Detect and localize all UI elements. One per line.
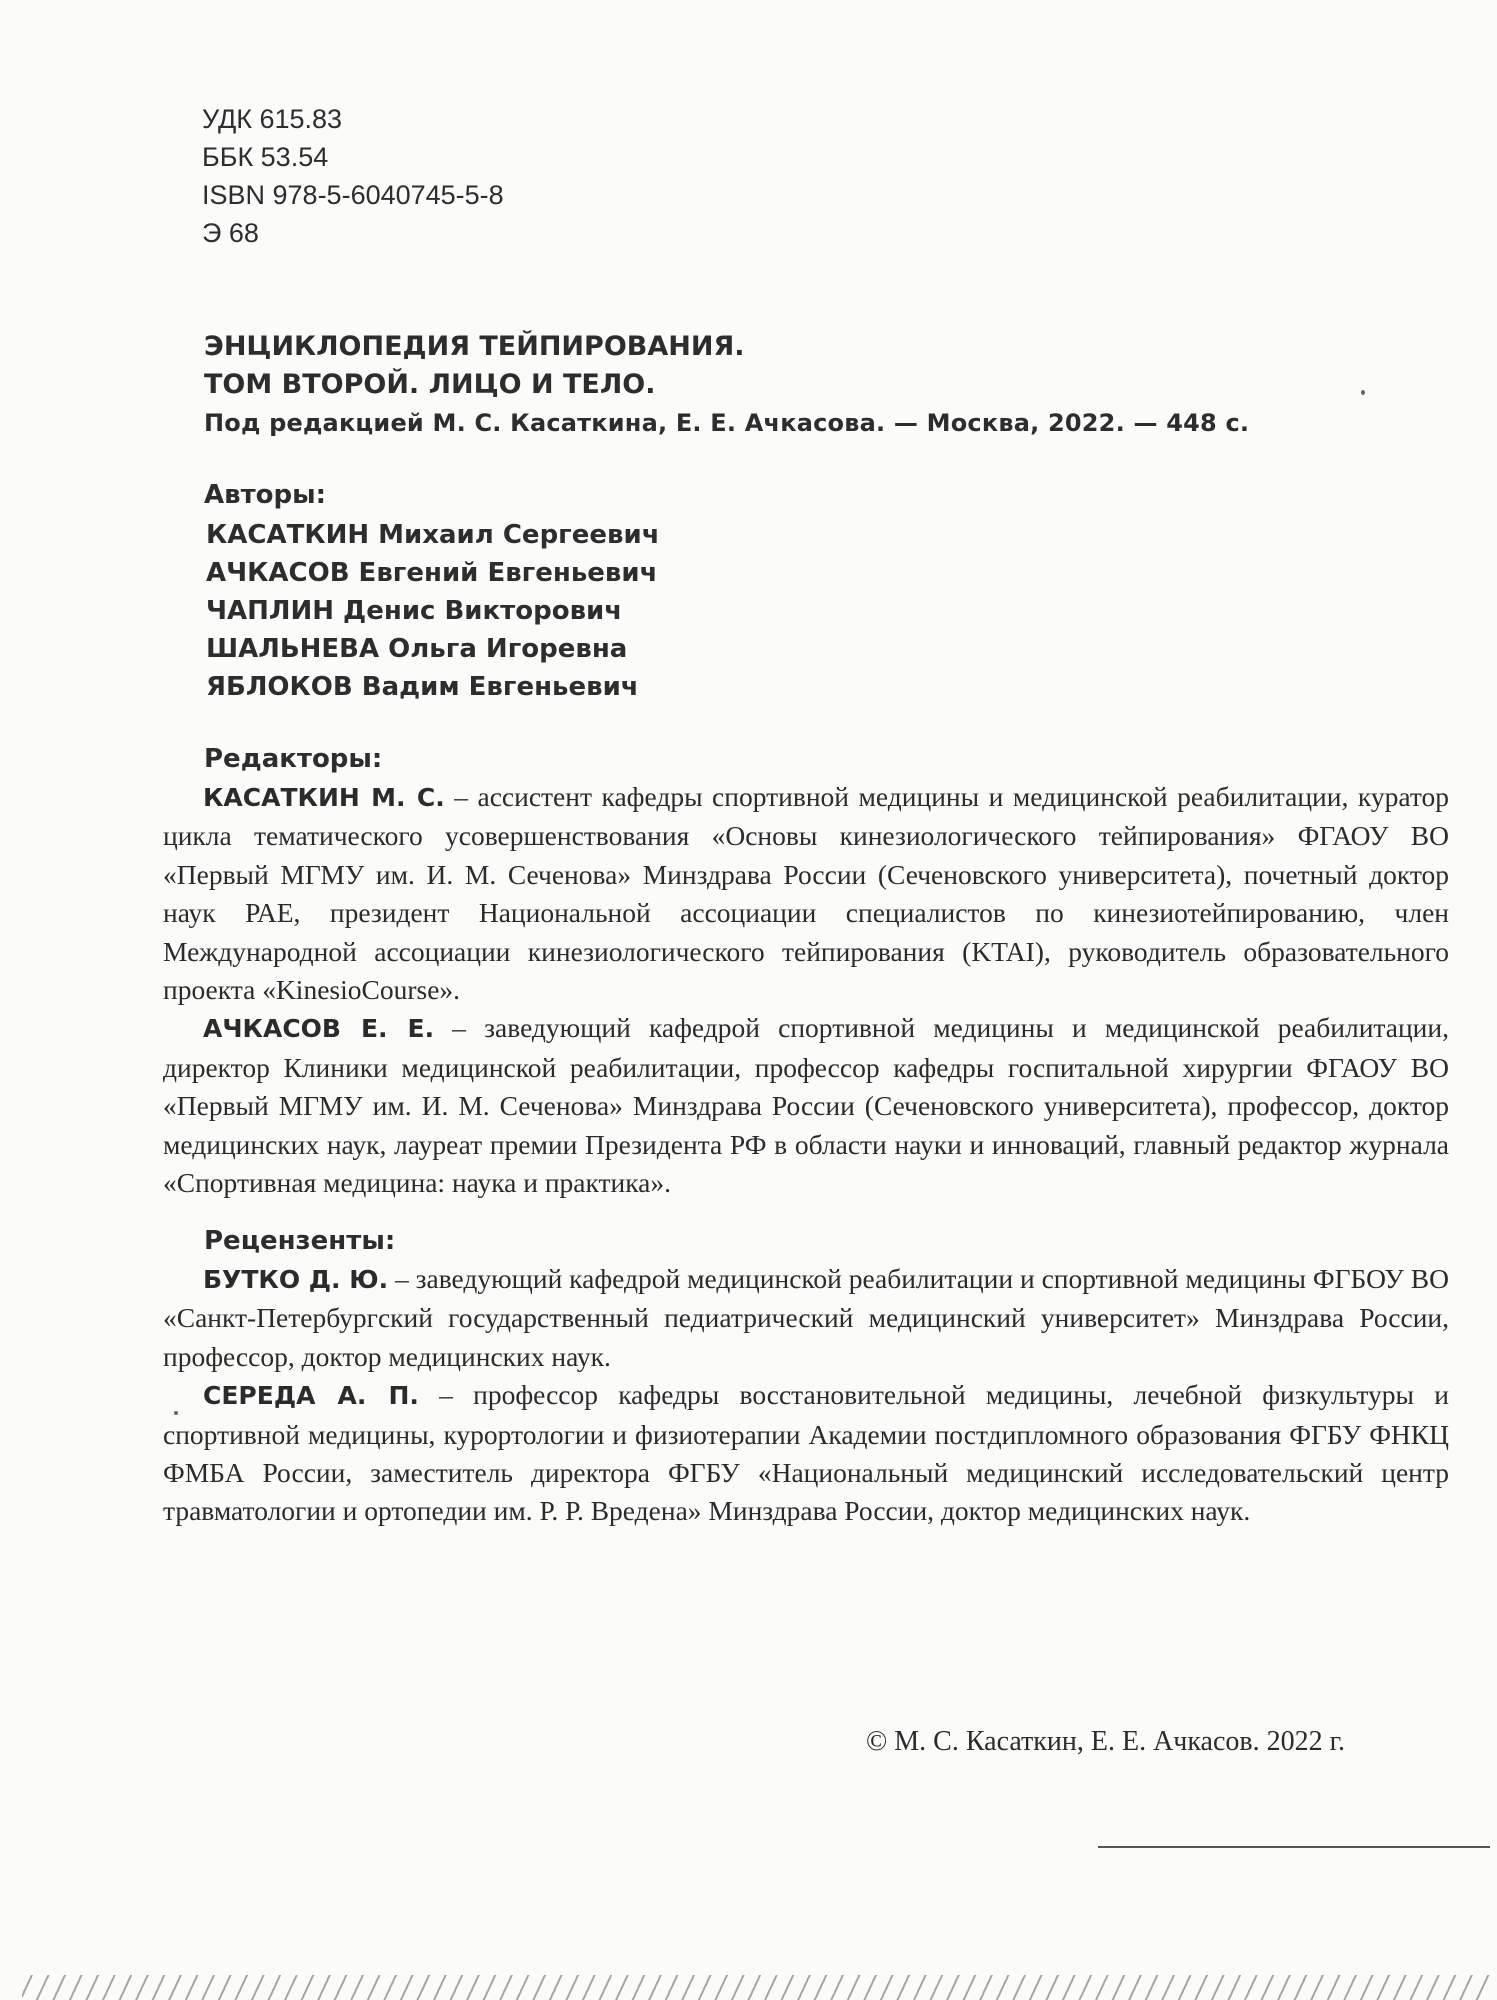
reviewer-description: – профессор кафедры восстановительной медицины, лечебной физкультуры и спортивной медицины, курортологии и физиотерапии Академии постдипломного образования ФГБУ ФНКЦ ФМБА России, заместитель директора ФГБУ «Национальный медицинский исследовательский центр травматологии и ортопедии им. Р. Р. Вредена» Минздрава России, доктор медицинских наук. <box>163 1379 1449 1527</box>
editor-description: – заведующий кафедрой спортивной медицины и медицинской реабилитации, директор Клиники медицинской реабилитации, профессор кафедры госпитальной хирургии ФГАОУ ВО «Первый МГМУ им. И. М. Сеченова» Минздрава России (Сеченовского университета), профессор, доктор медицинских наук, лауреат премии Президента РФ в области науки и инноваций, главный редактор журнала «Спортивная медицина: наука и практика». <box>163 1012 1449 1199</box>
isbn-code: ISBN 978-5-6040745-5-8 <box>202 180 504 210</box>
author-name: АЧКАСОВ Евгений Евгеньевич <box>206 558 658 588</box>
reviewers-heading: Рецензенты: <box>204 1226 396 1256</box>
authors-section <box>204 476 660 706</box>
scan-speck <box>174 1411 178 1415</box>
copyright-notice: © М. С. Касаткин, Е. Е. Ачкасов. 2022 г. <box>866 1726 1345 1757</box>
book-title-line-1: ЭНЦИКЛОПЕДИЯ ТЕЙПИРОВАНИЯ. <box>204 331 745 362</box>
author-name: ЧАПЛИН Денис Викторович <box>206 596 623 626</box>
book-edition-line: Под редакцией М. С. Касаткина, Е. Е. Ачкасова. — Москва, 2022. — 448 с. <box>204 409 1250 437</box>
editors-heading: Редакторы: <box>204 744 383 774</box>
reviewer-entry <box>163 1260 1449 1376</box>
book-title-line-2: ТОМ ВТОРОЙ. ЛИЦО И ТЕЛО. <box>204 369 656 400</box>
scan-speck <box>1361 390 1365 395</box>
author-sign-code: Э 68 <box>202 218 259 248</box>
editor-entry <box>163 778 1449 1009</box>
udk-code: УДК 615.83 <box>202 104 343 134</box>
author-name: КАСАТКИН Михаил Сергеевич <box>206 520 660 550</box>
reviewer-description: – заведующий кафедрой медицинской реабилитации и спортивной медицины ФГБОУ ВО «Санкт-Петербургский государственный педиатрический медицинский университет» Минздрава России, профессор, доктор медицинских наук. <box>163 1263 1449 1372</box>
authors-heading: Авторы: <box>204 480 327 510</box>
reviewer-name: СЕРЕДА А. П. <box>203 1381 419 1411</box>
reviewer-name: БУТКО Д. Ю. <box>203 1265 389 1294</box>
editors-section <box>163 740 1449 1202</box>
divider-line <box>1098 1846 1490 1848</box>
bibliographic-codes <box>202 100 504 252</box>
editor-description: – ассистент кафедры спортивной медицины и медицинской реабилитации, куратор цикла тематического усовершенствования «Основы кинезиологического тейпирования» ФГАОУ ВО «Первый МГМУ им. И. М. Сеченова» Минздрава России (Сеченовского университета), почетный доктор наук РАЕ, президент Национальной ассоциации специалистов по кинезиотейпированию, член Международной ассоциации кинезиологического тейпирования (KTAI), руководитель образовательного проекта «KinesioCourse». <box>163 781 1449 1006</box>
book-title-block <box>204 328 1249 442</box>
bbk-code: ББК 53.54 <box>202 142 329 172</box>
editor-name: КАСАТКИН М. С. <box>203 783 445 812</box>
editor-entry <box>163 1009 1449 1202</box>
scan-edge-hatching <box>22 1975 1492 2000</box>
author-name: ШАЛЬНЕВА Ольга Игоревна <box>206 634 628 664</box>
reviewers-section <box>163 1222 1449 1531</box>
reviewer-entry <box>163 1376 1449 1531</box>
editor-name: АЧКАСОВ Е. Е. <box>203 1014 435 1044</box>
author-name: ЯБЛОКОВ Вадим Евгеньевич <box>206 672 639 702</box>
